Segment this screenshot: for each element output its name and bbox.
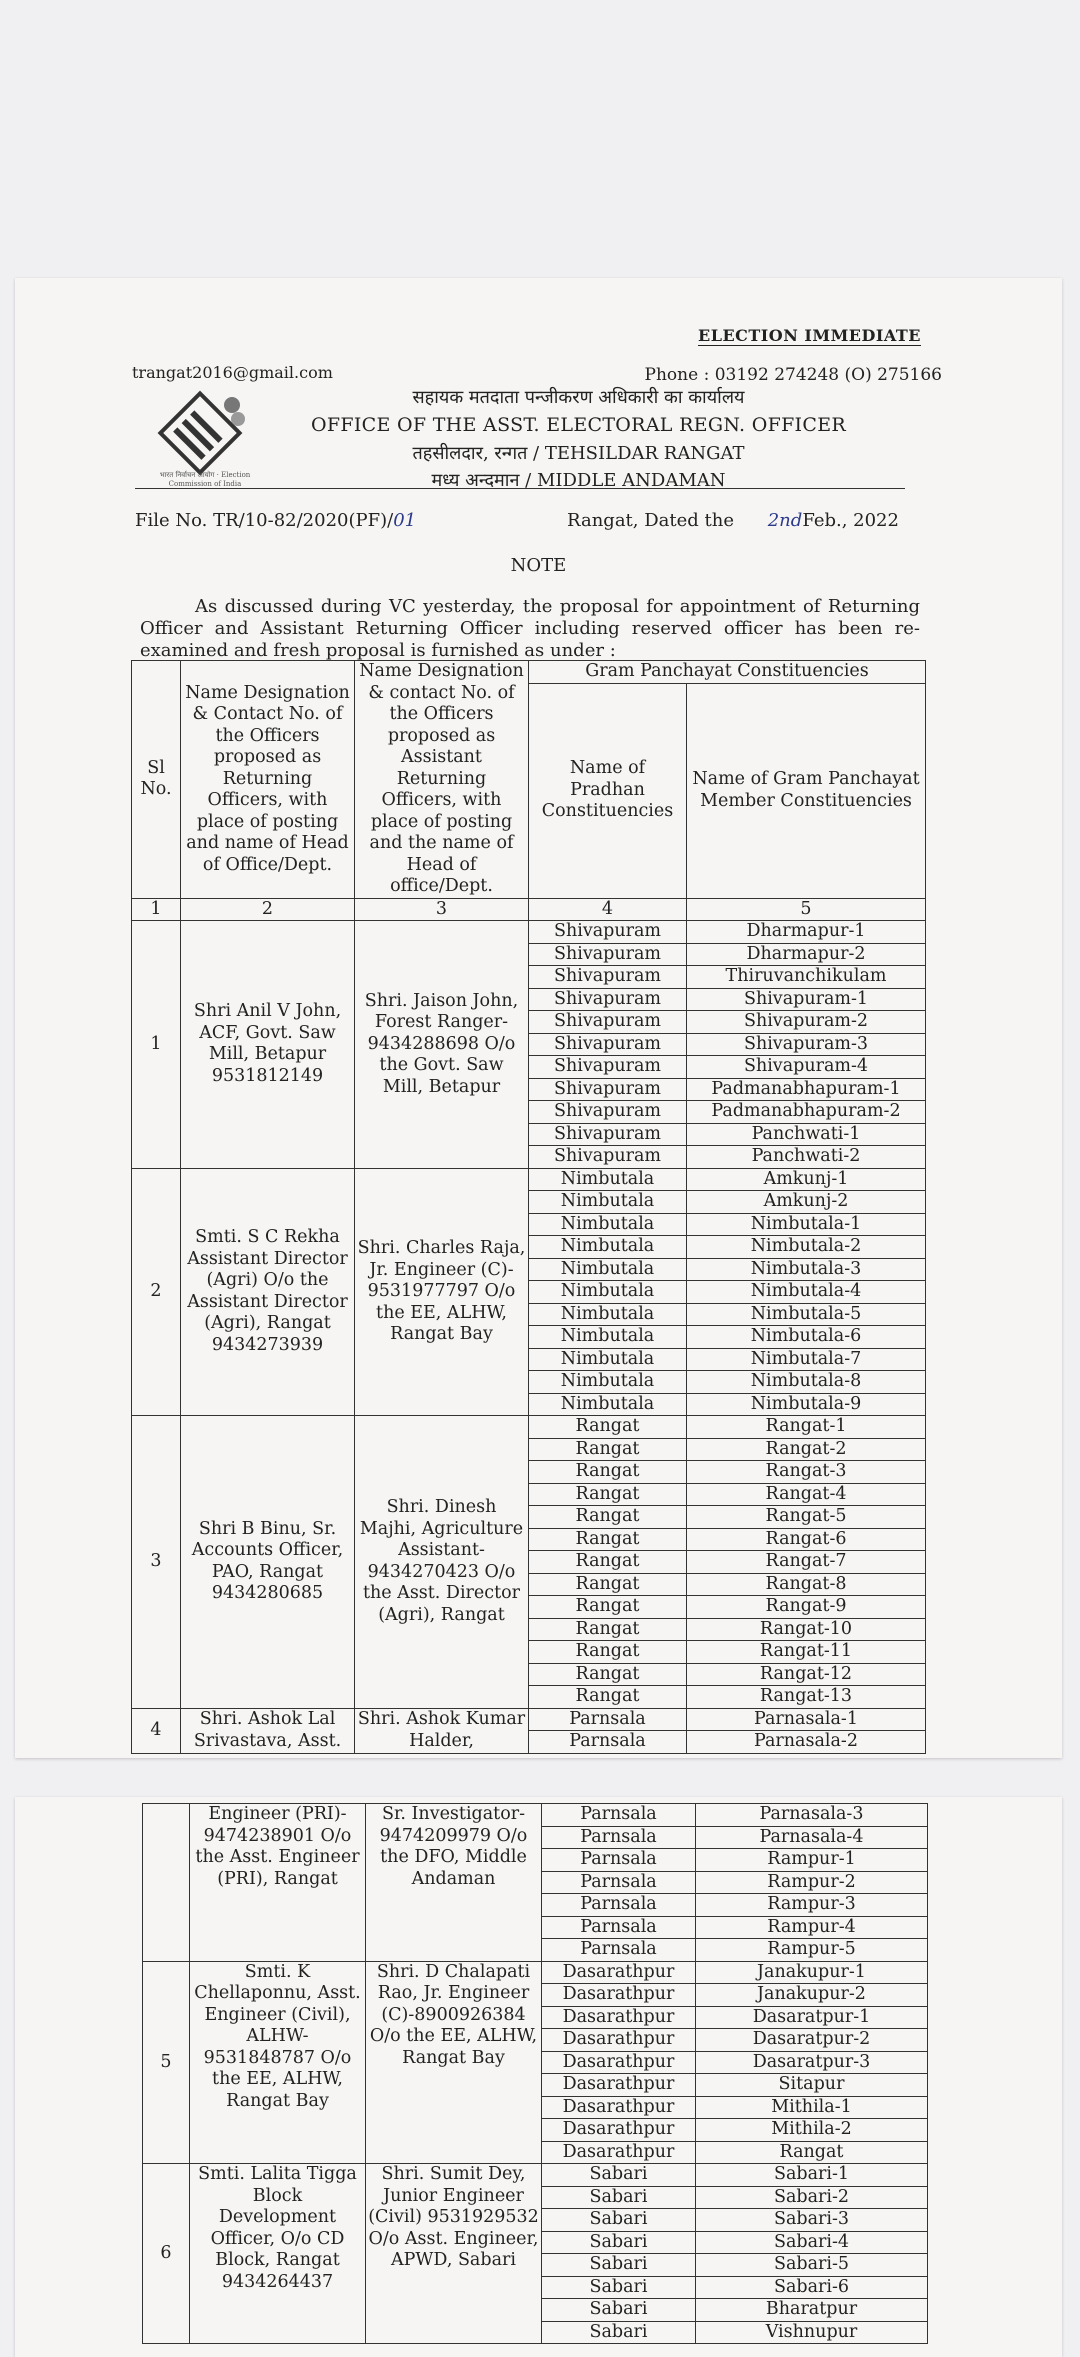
pradhan-constituency-cell: Shivapuram [529,1033,687,1056]
pradhan-constituency-cell: Shivapuram [529,1123,687,1146]
pradhan-constituency-cell: Parnsala [529,1708,687,1731]
member-constituency-cell: Rangat-5 [687,1506,926,1529]
table-row [143,2164,928,2187]
member-constituency-cell: Parnasala-4 [696,1826,928,1849]
member-constituency-cell: Thiruvanchikulam [687,966,926,989]
intro-paragraph [140,596,920,662]
file-number [135,510,416,531]
pradhan-constituency-cell: Nimbutala [529,1236,687,1259]
member-constituency-cell: Rangat-7 [687,1551,926,1574]
member-constituency-cell: Rangat-3 [687,1461,926,1484]
note-title: NOTE [510,555,567,576]
ro-officer-cell: Shri Anil V John, ACF, Govt. Saw Mill, Betapur 9531812149 [181,921,355,1169]
col-num: 4 [529,898,687,921]
aro-officer-cell: Shri. Jaison John, Forest Ranger- 9434288698 O/o the Govt. Saw Mill, Betapur [355,921,529,1169]
member-constituency-cell: Parnasala-2 [687,1731,926,1754]
office-name-hindi: सहायक मतदाता पन्जीकरण अधिकारी का कार्यालय [412,387,745,408]
member-constituency-cell: Nimbutala-3 [687,1258,926,1281]
pradhan-constituency-cell: Nimbutala [529,1371,687,1394]
member-constituency-cell: Rangat-6 [687,1528,926,1551]
sl-cell: 5 [143,1961,190,2164]
logo-text: भारत निर्वाचन आयोग · Election Commission of India [159,471,251,488]
pradhan-constituency-cell: Nimbutala [529,1213,687,1236]
member-constituency-cell: Dasaratpur-1 [696,2006,928,2029]
pradhan-constituency-cell: Shivapuram [529,1146,687,1169]
table-row [132,1708,926,1731]
member-constituency-cell: Dasaratpur-3 [696,2051,928,2074]
member-constituency-cell: Rangat-11 [687,1641,926,1664]
member-constituency-cell: Rampur-3 [696,1894,928,1917]
member-constituency-cell: Mithila-1 [696,2096,928,2119]
member-constituency-cell: Amkunj-2 [687,1191,926,1214]
pradhan-constituency-cell: Nimbutala [529,1191,687,1214]
member-constituency-cell: Parnasala-1 [687,1708,926,1731]
pradhan-constituency-cell: Parnsala [542,1916,696,1939]
member-constituency-cell: Rampur-5 [696,1939,928,1962]
pradhan-constituency-cell: Rangat [529,1686,687,1709]
aro-officer-cell: Shri. D Chalapati Rao, Jr. Engineer (C)-8900926384 O/o the EE, ALHW, Rangat Bay [366,1961,542,2164]
member-constituency-cell: Nimbutala-4 [687,1281,926,1304]
column-number-row [132,898,926,921]
member-constituency-cell: Sabari-1 [696,2164,928,2187]
pradhan-constituency-cell: Nimbutala [529,1326,687,1349]
pradhan-constituency-cell: Nimbutala [529,1393,687,1416]
member-constituency-cell: Sabari-5 [696,2254,928,2277]
pradhan-constituency-cell: Nimbutala [529,1281,687,1304]
dated-day-handwritten: 2nd [767,510,803,531]
document-page-2 [15,1797,1062,2357]
pradhan-constituency-cell: Dasarathpur [542,2051,696,2074]
pradhan-constituency-cell: Dasarathpur [542,2006,696,2029]
pradhan-constituency-cell: Parnsala [542,1849,696,1872]
office-email: trangat2016@gmail.com [132,363,333,382]
member-constituency-cell: Nimbutala-5 [687,1303,926,1326]
pradhan-constituency-cell: Sabari [542,2254,696,2277]
header-aro: Name Designation & contact No. of the Officers proposed as Assistant Returning Officers, with place of posting and the name of Head of office/Dept. [355,661,529,899]
table-row [143,1961,928,1984]
dated-suffix: Feb., 2022 [802,510,899,531]
pradhan-constituency-cell: Nimbutala [529,1168,687,1191]
ro-aro-table-page-2 [142,1803,928,2344]
member-constituency-cell: Mithila-2 [696,2119,928,2142]
table-row [132,1416,926,1439]
member-constituency-cell: Vishnupur [696,2321,928,2344]
header-member: Name of Gram Panchayat Member Constituencies [687,683,926,898]
sl-cell [143,1804,190,1962]
aro-officer-cell: Shri. Dinesh Majhi, Agriculture Assistant- 9434270423 O/o the Asst. Director (Agri), Rangat [355,1416,529,1709]
aro-officer-cell: Shri. Sumit Dey, Junior Engineer (Civil) 9531929532 O/o Asst. Engineer, APWD, Sabari [366,2164,542,2344]
member-constituency-cell: Rangat-8 [687,1573,926,1596]
document-page-1 [15,278,1062,1758]
office-phone: Phone : 03192 274248 (O) 275166 [644,365,942,385]
pradhan-constituency-cell: Shivapuram [529,966,687,989]
member-constituency-cell: Padmanabhapuram-1 [687,1078,926,1101]
member-constituency-cell: Padmanabhapuram-2 [687,1101,926,1124]
pradhan-constituency-cell: Rangat [529,1483,687,1506]
pradhan-constituency-cell: Shivapuram [529,1011,687,1034]
pradhan-constituency-cell: Dasarathpur [542,1984,696,2007]
ro-officer-cell: Smti. K Chellaponnu, Asst. Engineer (Civil), ALHW- 9531848787 O/o the EE, ALHW, Rangat Bay [190,1961,366,2164]
member-constituency-cell: Janakupur-1 [696,1961,928,1984]
pradhan-constituency-cell: Rangat [529,1596,687,1619]
member-constituency-cell: Rangat-1 [687,1416,926,1439]
district-line: मध्य अन्दमान / MIDDLE ANDAMAN [431,470,726,491]
ro-officer-cell: Shri B Binu, Sr. Accounts Officer, PAO, Rangat 9434280685 [181,1416,355,1709]
sl-cell: 3 [132,1416,181,1709]
member-constituency-cell: Shivapuram-3 [687,1033,926,1056]
member-constituency-cell: Nimbutala-8 [687,1371,926,1394]
pradhan-constituency-cell: Sabari [542,2164,696,2187]
ro-officer-cell: Smti. Lalita Tigga Block Development Officer, O/o CD Block, Rangat 9434264437 [190,2164,366,2344]
pradhan-constituency-cell: Sabari [542,2231,696,2254]
header-rule [135,488,905,489]
pradhan-constituency-cell: Shivapuram [529,988,687,1011]
pradhan-constituency-cell: Rangat [529,1641,687,1664]
member-constituency-cell: Janakupur-2 [696,1984,928,2007]
pradhan-constituency-cell: Shivapuram [529,943,687,966]
pradhan-constituency-cell: Shivapuram [529,1101,687,1124]
sl-cell: 2 [132,1168,181,1416]
pradhan-constituency-cell: Rangat [529,1528,687,1551]
election-immediate-tag: ELECTION IMMEDIATE [698,326,921,345]
pradhan-constituency-cell: Nimbutala [529,1303,687,1326]
pradhan-constituency-cell: Rangat [529,1551,687,1574]
pradhan-constituency-cell: Sabari [542,2209,696,2232]
member-constituency-cell: Nimbutala-2 [687,1236,926,1259]
member-constituency-cell: Nimbutala-1 [687,1213,926,1236]
pradhan-constituency-cell: Nimbutala [529,1258,687,1281]
pradhan-constituency-cell: Dasarathpur [542,1961,696,1984]
member-constituency-cell: Rampur-1 [696,1849,928,1872]
pradhan-constituency-cell: Parnsala [542,1804,696,1827]
pradhan-constituency-cell: Sabari [542,2321,696,2344]
sl-cell: 4 [132,1708,181,1753]
pradhan-constituency-cell: Dasarathpur [542,2119,696,2142]
member-constituency-cell: Rangat-9 [687,1596,926,1619]
pradhan-constituency-cell: Rangat [529,1438,687,1461]
member-constituency-cell: Rampur-2 [696,1871,928,1894]
file-number-handwritten: 01 [393,510,417,531]
pradhan-constituency-cell: Sabari [542,2276,696,2299]
ro-officer-cell: Shri. Ashok Lal Srivastava, Asst. [181,1708,355,1753]
member-constituency-cell: Dharmapur-1 [687,921,926,944]
member-constituency-cell: Sabari-4 [696,2231,928,2254]
pradhan-constituency-cell: Shivapuram [529,921,687,944]
pradhan-constituency-cell: Parnsala [529,1731,687,1754]
member-constituency-cell: Bharatpur [696,2299,928,2322]
member-constituency-cell: Panchwati-1 [687,1123,926,1146]
pradhan-constituency-cell: Rangat [529,1461,687,1484]
member-constituency-cell: Dharmapur-2 [687,943,926,966]
pradhan-constituency-cell: Rangat [529,1663,687,1686]
member-constituency-cell: Rangat-4 [687,1483,926,1506]
aro-officer-cell: Shri. Ashok Kumar Halder, [355,1708,529,1753]
pradhan-constituency-cell: Sabari [542,2186,696,2209]
sl-cell: 6 [143,2164,190,2344]
tehsildar-line: तहसीलदार, रन्गत / TEHSILDAR RANGAT [412,443,745,464]
member-constituency-cell: Shivapuram-4 [687,1056,926,1079]
intro-text: As discussed during VC yesterday, the proposal for appointment of Returning Officer and Assistant Returning Officer including reserved officer has been re-examined and fresh proposal is furnished as under : [140,596,920,661]
dated-line [567,510,899,531]
sl-cell: 1 [132,921,181,1169]
col-num: 1 [132,898,181,921]
header-ro: Name Designation & Contact No. of the Officers proposed as Returning Officers, with place of posting and name of Head of Office/Dept. [181,661,355,899]
pradhan-constituency-cell: Sabari [542,2299,696,2322]
pradhan-constituency-cell: Nimbutala [529,1348,687,1371]
col-num: 2 [181,898,355,921]
member-constituency-cell: Nimbutala-7 [687,1348,926,1371]
ro-officer-cell: Engineer (PRI)- 9474238901 O/o the Asst. Engineer (PRI), Rangat [190,1804,366,1962]
pradhan-constituency-cell: Parnsala [542,1894,696,1917]
header-gp: Gram Panchayat Constituencies [529,661,926,684]
pradhan-constituency-cell: Rangat [529,1573,687,1596]
member-constituency-cell: Rangat [696,2141,928,2164]
member-constituency-cell: Rangat-13 [687,1686,926,1709]
header-sl: Sl No. [132,661,181,899]
table-row [132,1168,926,1191]
member-constituency-cell: Sitapur [696,2074,928,2097]
pradhan-constituency-cell: Rangat [529,1506,687,1529]
member-constituency-cell: Rangat-12 [687,1663,926,1686]
pradhan-constituency-cell: Parnsala [542,1826,696,1849]
pradhan-constituency-cell: Shivapuram [529,1078,687,1101]
col-num: 5 [687,898,926,921]
member-constituency-cell: Shivapuram-1 [687,988,926,1011]
member-constituency-cell: Rampur-4 [696,1916,928,1939]
dated-prefix: Rangat, Dated the [567,510,734,531]
pradhan-constituency-cell: Shivapuram [529,1056,687,1079]
pradhan-constituency-cell: Dasarathpur [542,2096,696,2119]
member-constituency-cell: Dasaratpur-2 [696,2029,928,2052]
pradhan-constituency-cell: Parnsala [542,1871,696,1894]
pradhan-constituency-cell: Rangat [529,1416,687,1439]
office-name-english: OFFICE OF THE ASST. ELECTORAL REGN. OFFICER [311,414,846,436]
table-row [132,921,926,944]
pradhan-constituency-cell: Rangat [529,1618,687,1641]
header-pradhan: Name of Pradhan Constituencies [529,683,687,898]
member-constituency-cell: Parnasala-3 [696,1804,928,1827]
member-constituency-cell: Sabari-2 [696,2186,928,2209]
pradhan-constituency-cell: Dasarathpur [542,2029,696,2052]
member-constituency-cell: Amkunj-1 [687,1168,926,1191]
ro-aro-table-page-1 [131,660,926,1754]
pradhan-constituency-cell: Dasarathpur [542,2074,696,2097]
member-constituency-cell: Sabari-6 [696,2276,928,2299]
member-constituency-cell: Panchwati-2 [687,1146,926,1169]
ro-officer-cell: Smti. S C Rekha Assistant Director (Agri) O/o the Assistant Director (Agri), Rangat 9434273939 [181,1168,355,1416]
member-constituency-cell: Shivapuram-2 [687,1011,926,1034]
member-constituency-cell: Nimbutala-9 [687,1393,926,1416]
file-number-text: File No. TR/10-82/2020(PF)/ [135,510,394,531]
col-num: 3 [355,898,529,921]
pradhan-constituency-cell: Dasarathpur [542,2141,696,2164]
member-constituency-cell: Rangat-2 [687,1438,926,1461]
aro-officer-cell: Shri. Charles Raja, Jr. Engineer (C)- 9531977797 O/o the EE, ALHW, Rangat Bay [355,1168,529,1416]
member-constituency-cell: Rangat-10 [687,1618,926,1641]
member-constituency-cell: Nimbutala-6 [687,1326,926,1349]
pradhan-constituency-cell: Parnsala [542,1939,696,1962]
member-constituency-cell: Sabari-3 [696,2209,928,2232]
table-row [143,1804,928,1827]
aro-officer-cell: Sr. Investigator- 9474209979 O/o the DFO, Middle Andaman [366,1804,542,1962]
